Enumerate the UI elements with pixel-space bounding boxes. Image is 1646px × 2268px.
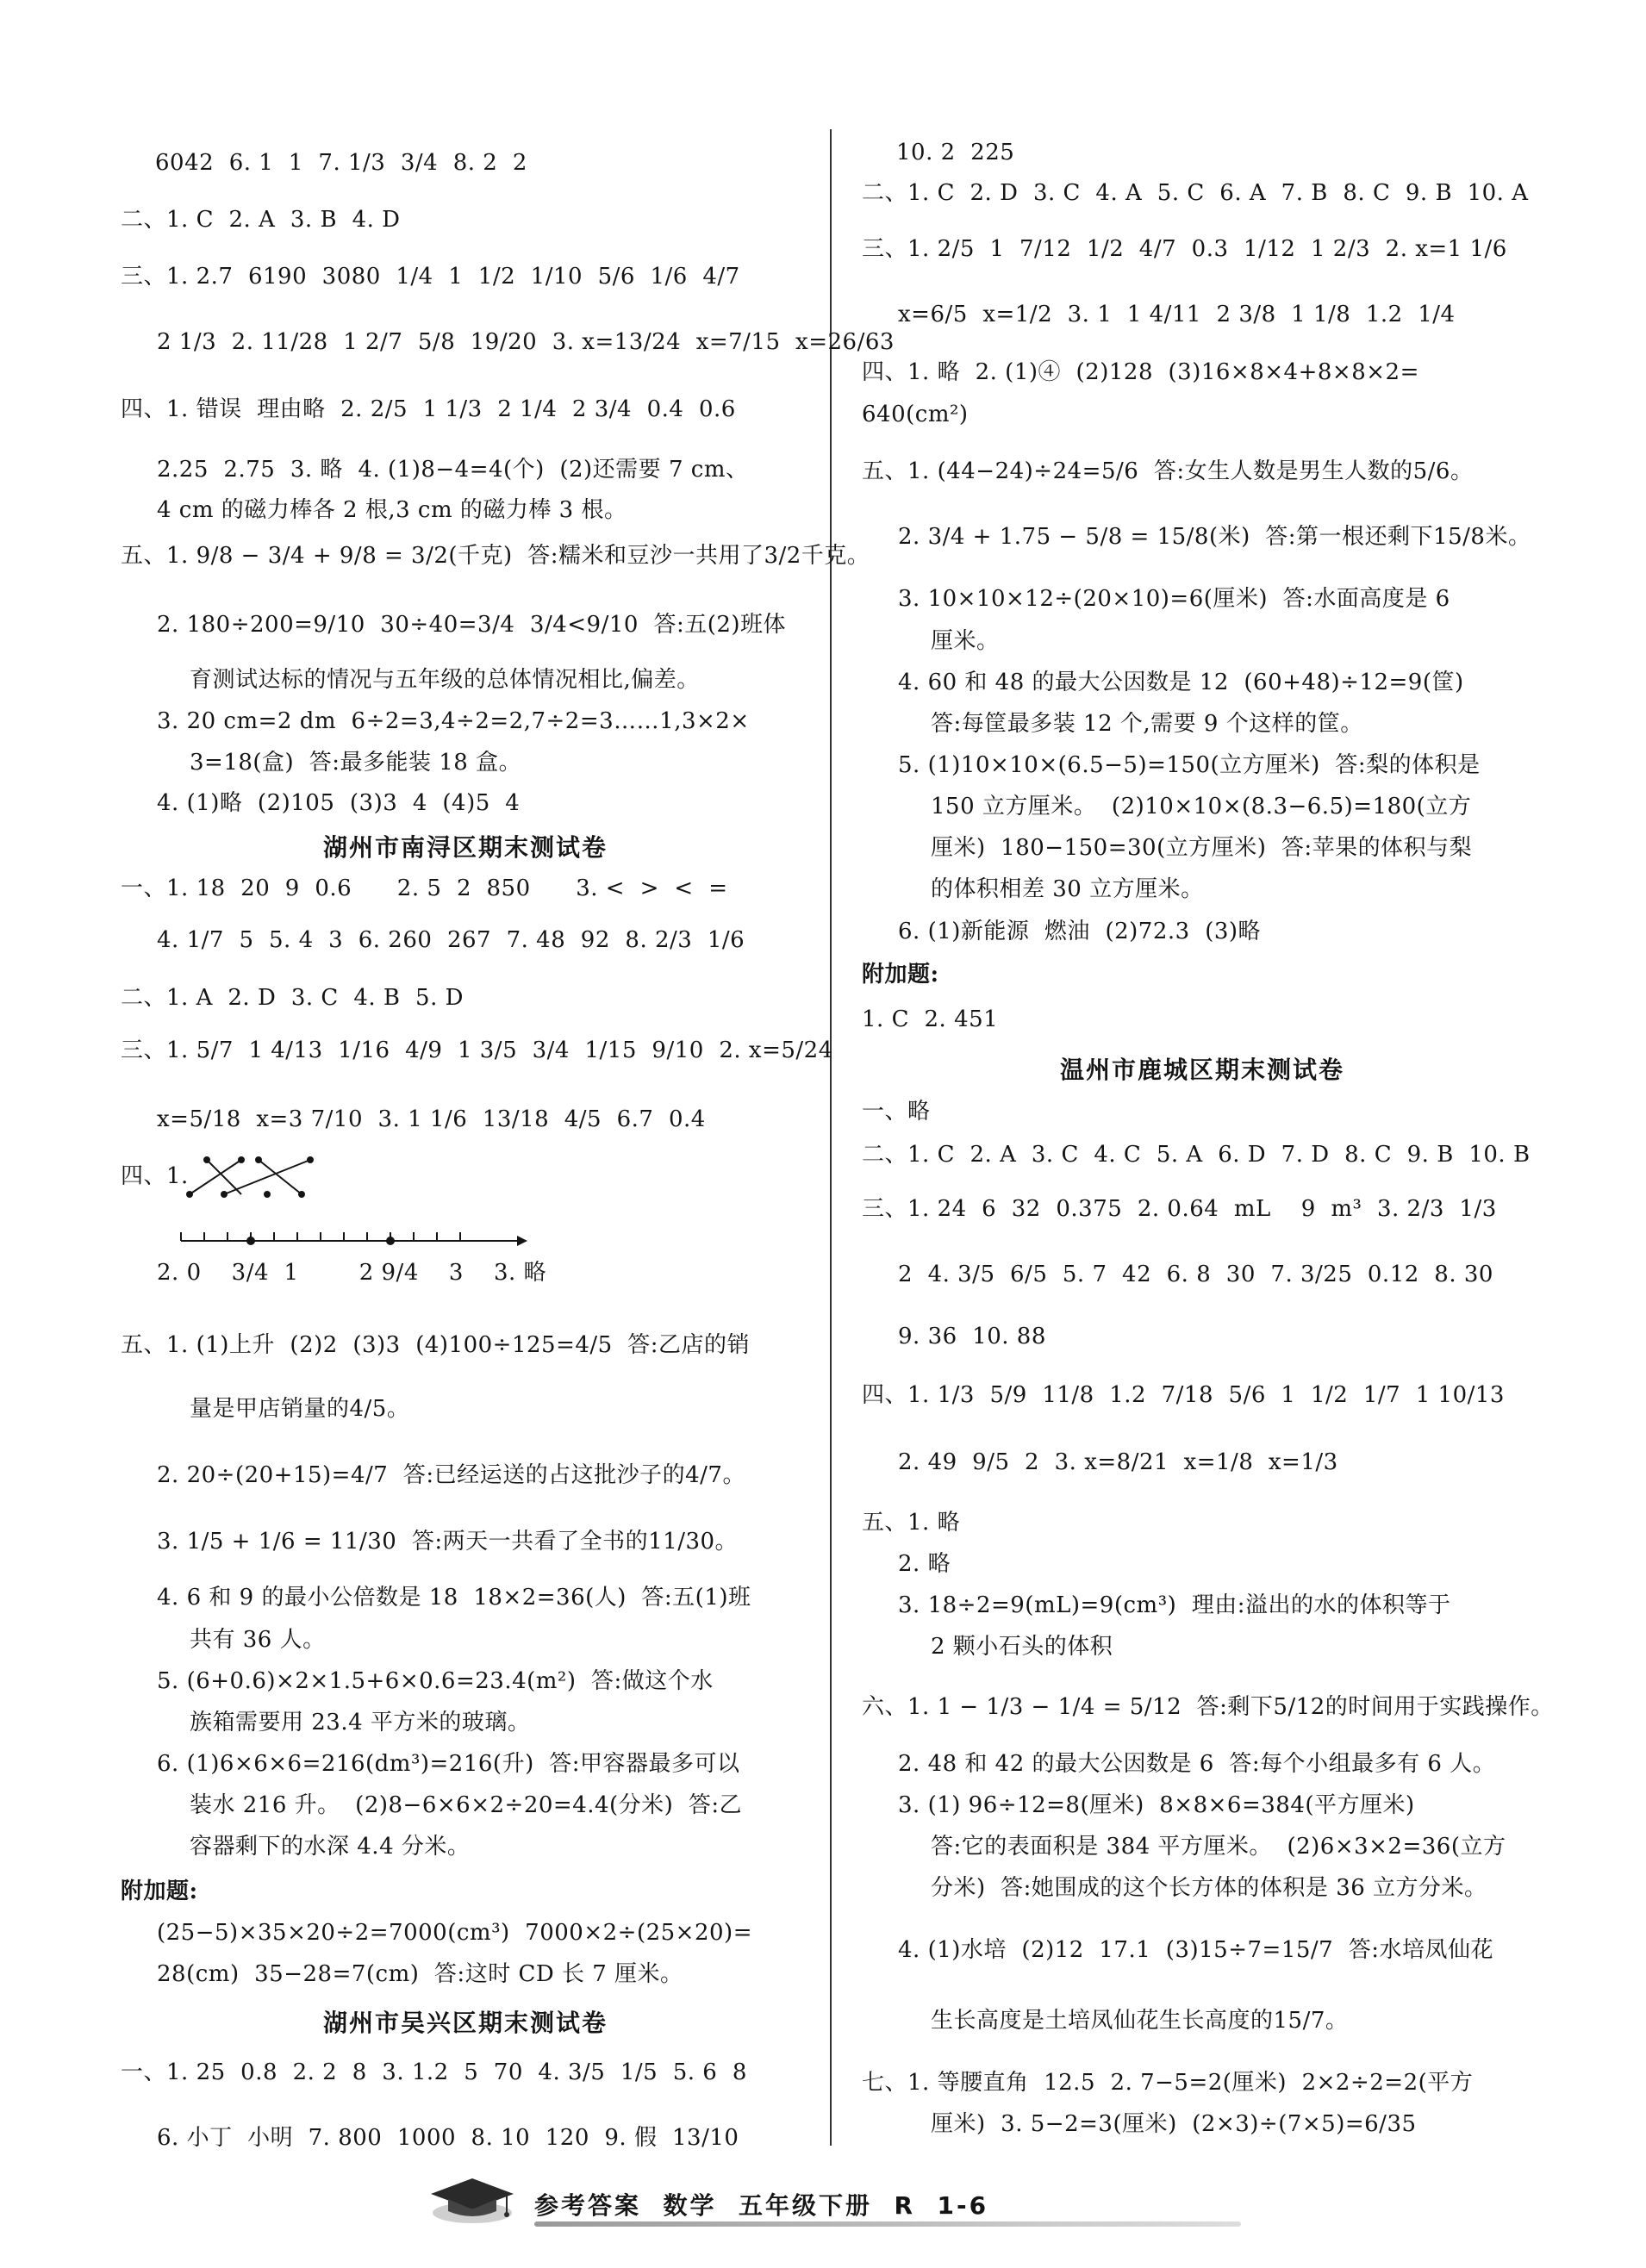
text-line: 2. 20÷(20+15)=4/7 答:已经运送的占这批沙子的4/7。 <box>157 1462 745 1488</box>
text-line: 4. 60 和 48 的最大公因数是 12 (60+48)÷12=9(筐) <box>898 670 1464 695</box>
text-line: 厘米) 180−150=30(立方厘米) 答:苹果的体积与梨 <box>931 835 1473 861</box>
text-line: 2. 0 3/4 1 2 9/4 3 3. 略 <box>157 1260 547 1286</box>
text-line: 族箱需要用 23.4 平方米的玻璃。 <box>190 1710 531 1735</box>
text-line: 五、1. 略 <box>862 1510 961 1536</box>
text-line: 附加题: <box>121 1879 198 1904</box>
text-line: 量是甲店销量的4/5。 <box>190 1396 410 1422</box>
arrow-icon <box>517 1236 527 1246</box>
text-line: 答:每筐最多装 12 个,需要 9 个这样的筐。 <box>931 711 1363 737</box>
section-title: 温州市鹿城区期末测试卷 <box>1059 1056 1344 1084</box>
section-title: 湖州市吴兴区期末测试卷 <box>322 2009 608 2037</box>
text-line: 10. 2 225 <box>896 140 1015 165</box>
text-line: 2. 3/4 + 1.75 − 5/8 = 15/8(米) 答:第一根还剩下15/8米。 <box>898 524 1531 550</box>
text-line: 一、1. 25 0.8 2. 2 8 3. 1.2 5 70 4. 3/5 1/5 5. 6 8 <box>121 2059 747 2085</box>
text-line: 三、1. 24 6 32 0.375 2. 0.64 mL 9 m³ 3. 2/3 1/3 <box>862 1196 1497 1222</box>
text-line: 2. 48 和 42 的最大公因数是 6 答:每个小组最多有 6 人。 <box>898 1751 1496 1777</box>
text-line: 二、1. A 2. D 3. C 4. B 5. D <box>121 985 464 1011</box>
text-line: 28(cm) 35−28=7(cm) 答:这时 CD 长 7 厘米。 <box>157 1961 683 1987</box>
text-line: 生长高度是土培凤仙花生长高度的15/7。 <box>931 2008 1349 2034</box>
dot <box>255 1156 262 1163</box>
text-line: 2 1/3 2. 11/28 1 2/7 5/8 19/20 3. x=13/24 x=7/15 x=26/63 <box>157 329 895 355</box>
text-line: 2. 略 <box>898 1551 951 1577</box>
text-line: 5. (6+0.6)×2×1.5+6×0.6=23.4(m²) 答:做这个水 <box>157 1668 714 1694</box>
dot <box>221 1191 228 1198</box>
dot <box>307 1156 314 1163</box>
text-line: 6. 小丁 小明 7. 800 1000 8. 10 120 9. 假 13/10 <box>157 2125 739 2151</box>
point-marker <box>246 1237 255 1245</box>
text-line: 五、1. (1)上升 (2)2 (3)3 (4)100÷125=4/5 答:乙店的销 <box>121 1332 751 1358</box>
text-line: 七、1. 等腰直角 12.5 2. 7−5=2(厘米) 2×2÷2=2(平方 <box>862 2070 1474 2096</box>
matching-line <box>190 1160 241 1194</box>
text-line: x=5/18 x=3 7/10 3. 1 1/6 13/18 4/5 6.7 0.4 <box>157 1106 706 1132</box>
text-line: 一、1. 18 20 9 0.6 2. 5 2 850 3. < > < = <box>121 875 728 901</box>
text-line: 厘米。 <box>931 628 1000 654</box>
text-line: 4 cm 的磁力棒各 2 根,3 cm 的磁力棒 3 根。 <box>157 497 627 523</box>
dot <box>203 1156 210 1163</box>
text-line: 4. (1)水培 (2)12 17.1 (3)15÷7=15/7 答:水培凤仙花 <box>898 1937 1493 1963</box>
footer-label: 参考答案 数学 五年级下册 R 1-6 <box>534 2191 989 2220</box>
text-line: 4. 6 和 9 的最小公倍数是 18 18×2=36(人) 答:五(1)班 <box>157 1585 751 1611</box>
text-line: 四、1. 1/3 5/9 11/8 1.2 7/18 5/6 1 1/2 1/7 1 10/13 <box>862 1382 1505 1408</box>
text-line: 四、1. <box>121 1163 189 1189</box>
matching-and-number-line-figure <box>172 1155 552 1267</box>
text-line: 答:它的表面积是 384 平方厘米。 (2)6×3×2=36(立方 <box>931 1834 1506 1860</box>
text-line: 的体积相差 30 立方厘米。 <box>931 876 1204 902</box>
page-footer <box>414 2171 1241 2240</box>
matching-line <box>224 1160 310 1194</box>
text-line: 共有 36 人。 <box>190 1627 326 1653</box>
text-line: 6. (1)6×6×6=216(dm³)=216(升) 答:甲容器最多可以 <box>157 1751 740 1777</box>
text-line: 3. (1) 96÷12=8(厘米) 8×8×6=384(平方厘米) <box>898 1792 1415 1818</box>
dot <box>186 1191 193 1198</box>
text-line: 150 立方厘米。 (2)10×10×(8.3−6.5)=180(立方 <box>931 794 1472 819</box>
text-line: 容器剩下的水深 4.4 分米。 <box>190 1834 471 1860</box>
text-line: 4. (1)略 (2)105 (3)3 4 (4)5 4 <box>157 790 521 816</box>
text-line: (25−5)×35×20÷2=7000(cm³) 7000×2÷(25×20)= <box>157 1920 752 1946</box>
point-marker <box>386 1237 395 1245</box>
footer-decorative-bar <box>534 2221 1241 2227</box>
text-line: 二、1. C 2. A 3. C 4. C 5. A 6. D 7. D 8. C 9. B 10. B <box>862 1142 1531 1168</box>
text-line: 2 颗小石头的体积 <box>931 1634 1113 1660</box>
graduation-cap-icon <box>422 2175 517 2227</box>
text-line: 2. 49 9/5 2 3. x=8/21 x=1/8 x=1/3 <box>898 1449 1338 1475</box>
text-line: 2 4. 3/5 6/5 5. 7 42 6. 8 30 7. 3/25 0.12 8. 30 <box>898 1262 1493 1287</box>
text-line: 3. 1/5 + 1/6 = 11/30 答:两天一共看了全书的11/30。 <box>157 1529 739 1555</box>
text-line: 二、1. C 2. D 3. C 4. A 5. C 6. A 7. B 8. C 9. B 10. A <box>862 180 1529 206</box>
text-line: 四、1. 略 2. (1)④ (2)128 (3)16×8×4+8×8×2= <box>862 359 1419 385</box>
text-line: 3=18(盒) 答:最多能装 18 盒。 <box>190 750 522 776</box>
dot <box>298 1191 305 1198</box>
text-line: x=6/5 x=1/2 3. 1 1 4/11 2 3/8 1 1/8 1.2 1/4 <box>898 302 1456 327</box>
text-line: 附加题: <box>862 962 939 988</box>
text-line: 2. 180÷200=9/10 30÷40=3/4 3/4<9/10 答:五(2)班体 <box>157 612 787 638</box>
text-line: 五、1. 9/8 − 3/4 + 9/8 = 3/2(千克) 答:糯米和豆沙一共用了3/2千克。 <box>121 543 870 569</box>
column-divider <box>830 129 832 2146</box>
section-title: 湖州市南浔区期末测试卷 <box>322 833 608 862</box>
text-line: 3. 18÷2=9(mL)=9(cm³) 理由:溢出的水的体积等于 <box>898 1592 1451 1618</box>
text-line: 3. 10×10×12÷(20×10)=6(厘米) 答:水面高度是 6 <box>898 586 1450 612</box>
text-line: 2.25 2.75 3. 略 4. (1)8−4=4(个) (2)还需要 7 cm、 <box>157 457 749 483</box>
dot <box>264 1191 271 1198</box>
text-line: 育测试达标的情况与五年级的总体情况相比,偏差。 <box>190 667 700 693</box>
text-line: 厘米) 3. 5−2=3(厘米) (2×3)÷(7×5)=6/35 <box>931 2111 1417 2137</box>
text-line: 四、1. 错误 理由略 2. 2/5 1 1/3 2 1/4 2 3/4 0.4 0.6 <box>121 396 736 422</box>
text-line: 二、1. C 2. A 3. B 4. D <box>121 207 401 233</box>
text-line: 3. 20 cm=2 dm 6÷2=3,4÷2=2,7÷2=3……1,3×2× <box>157 708 750 734</box>
text-line: 9. 36 10. 88 <box>898 1324 1046 1349</box>
text-line: 6. (1)新能源 燃油 (2)72.3 (3)略 <box>898 919 1262 944</box>
text-line: 六、1. 1 − 1/3 − 1/4 = 5/12 答:剩下5/12的时间用于实践操作。 <box>862 1694 1554 1720</box>
text-line: 三、1. 2.7 6190 3080 1/4 1 1/2 1/10 5/6 1/6 4/7 <box>121 264 740 290</box>
text-line: 5. (1)10×10×(6.5−5)=150(立方厘米) 答:梨的体积是 <box>898 752 1481 778</box>
text-line: 640(cm²) <box>862 402 969 427</box>
text-line: 三、1. 2/5 1 7/12 1/2 4/7 0.3 1/12 1 2/3 2. x=1 1/6 <box>862 236 1507 262</box>
text-line: 1. C 2. 451 <box>862 1006 999 1032</box>
text-line: 分米) 答:她围成的这个长方体的体积是 36 立方分米。 <box>931 1875 1487 1901</box>
text-line: 6042 6. 1 1 7. 1/3 3/4 8. 2 2 <box>155 150 527 176</box>
text-line: 4. 1/7 5 5. 4 3 6. 260 267 7. 48 92 8. 2/3 1/6 <box>157 927 745 953</box>
number-line-ticks <box>181 1232 460 1241</box>
text-line: 一、略 <box>862 1099 931 1125</box>
text-line: 装水 216 升。 (2)8−6×6×2÷20=4.4(分米) 答:乙 <box>190 1792 743 1818</box>
text-line: 五、1. (44−24)÷24=5/6 答:女生人数是男生人数的5/6。 <box>862 458 1474 484</box>
dot <box>238 1156 245 1163</box>
text-line: 三、1. 5/7 1 4/13 1/16 4/9 1 3/5 3/4 1/15 9/10 2. x=5/24 <box>121 1037 833 1063</box>
